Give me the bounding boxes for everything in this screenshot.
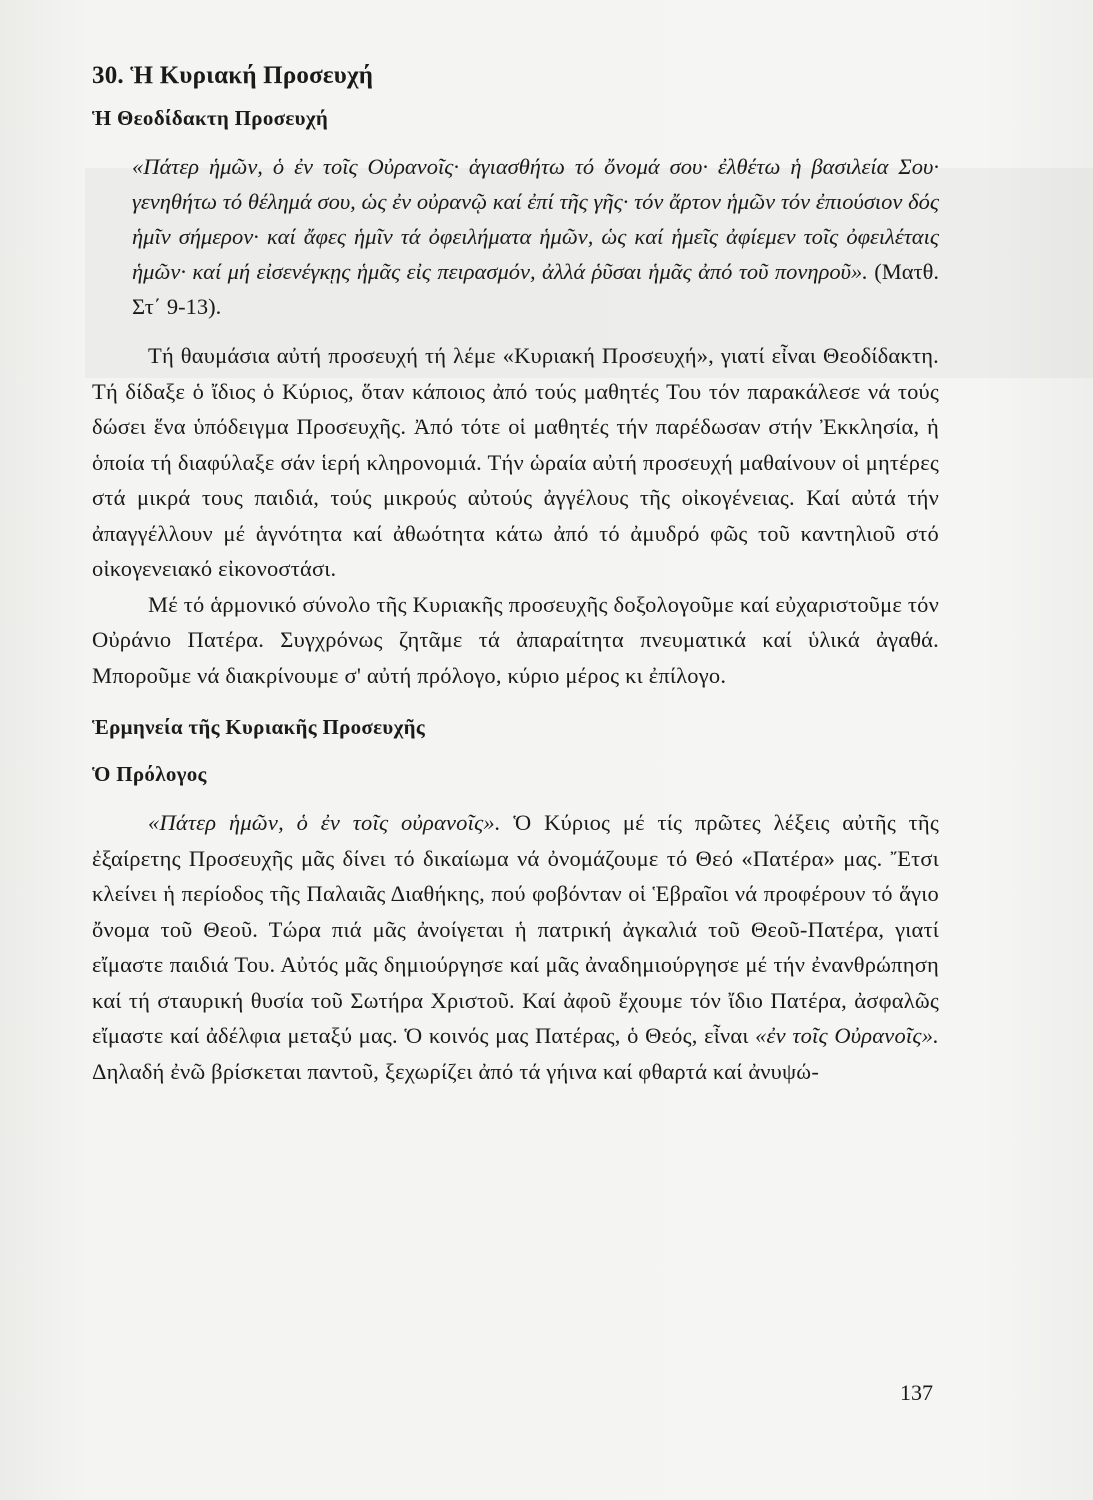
prayer-reference: (Ματθ. Στ΄ 9-13). (132, 259, 940, 319)
paragraph-prologue (92, 805, 939, 1089)
chapter-title: 30. Ἡ Κυριακή Προσευχή (92, 62, 374, 89)
prayer-text: «Πάτερ ἡμῶν, ὁ ἐν τοῖς Οὐρανοῖς· ἁγιασθήτω τό ὄνομά σου· ἐλθέτω ἡ βασιλεία Σου· γενηθήτω τό θέλημά σου, ὡς ἐν οὐρανῷ καί ἐπί τῆς γῆς· τόν ἄρτον ἡμῶν τόν ἐπιούσιον δός ἡμῖν σήμερον· καί ἄφες ἡμῖν τά ὀφειλήματα ἡμῶν, ὡς καί ἡμεῖς ἀφίεμεν τοῖς ὀφειλέταις ἡμῶν· καί μή εἰσενέγκῃς ἡμᾶς εἰς πειρασμόν, ἀλλά ῥῦσαι ἡμᾶς ἀπό τοῦ πονηροῦ». (132, 154, 939, 284)
section-subtitle: Ἡ Θεοδίδακτη Προσευχή (92, 106, 329, 130)
heading-prologue: Ὁ Πρόλογος (92, 762, 207, 786)
prologue-quote-2: «ἐν τοῖς Οὐρανοῖς». (755, 1023, 939, 1048)
prologue-quote: «Πάτερ ἡμῶν, ὁ ἐν τοῖς οὐρανοῖς». (148, 810, 501, 835)
prologue-text-a: Ὁ Κύριος μέ τίς πρῶτες λέξεις αὐτῆς τῆς ἐξαίρετης Προσευχῆς μᾶς δίνει τό δικαίωμα νά ὀνομάζουμε τό Θεό «Πατέρα» μας. Ἔτσι κλείνει ἡ περίοδος τῆς Παλαιᾶς Διαθήκης, πού φοβόνταν οἱ Ἑβραῖοι νά προφέρουν τό ἅγιο ὄνομα τοῦ Θεοῦ. Τώρα πιά μᾶς ἀνοίγεται ἡ πατρική ἀγκαλιά τοῦ Θεοῦ-Πατέρα, γιατί εἴμαστε παιδιά Του. Αὐτός μᾶς δημιούργησε καί μᾶς ἀναδημιούργησε μέ τήν ἐνανθρώπηση καί τή σταυρική θυσία τοῦ Σωτήρα Χριστοῦ. Καί ἀφοῦ ἔχουμε τόν ἴδιο Πατέρα, ἀσφαλῶς εἴμαστε καί ἀδέλφια μεταξύ μας. Ὁ κοινός μας Πατέρας, ὁ Θεός, εἶναι (92, 810, 939, 1048)
prologue-text-b: Δηλαδή ἐνῶ βρίσκεται παντοῦ, ξεχωρίζει ἀπό τά γήινα καί φθαρτά καί ἀνυψώ- (92, 1058, 820, 1084)
paragraph-structure: Μέ τό ἁρμονικό σύνολο τῆς Κυριακῆς προσευχῆς δοξολογοῦμε καί εὐχαριστοῦμε τόν Οὐράνιο Πατέρα. Συγχρόνως ζητᾶμε τά ἀπαραίτητα πνευματικά καί ὑλικά ἀγαθά. Μποροῦμε νά διακρίνουμε σ' αὐτή πρόλογο, κύριο μέρος κι ἐπίλογο. (92, 591, 939, 688)
page-number: 137 (900, 1380, 933, 1405)
lords-prayer-quote (92, 149, 939, 324)
page-content (92, 62, 939, 1089)
heading-interpretation: Ἑρμηνεία τῆς Κυριακῆς Προσευχῆς (92, 715, 425, 739)
paragraph-intro: Τή θαυμάσια αὐτή προσευχή τή λέμε «Κυριακή Προσευχή», γιατί εἶναι Θεοδίδακτη. Τή δίδαξε ὁ ἴδιος ὁ Κύριος, ὅταν κάποιος ἀπό τούς μαθητές Του τόν παρακάλεσε νά τούς δώσει ἕνα ὑπόδειγμα Προσευχῆς. Ἀπό τότε οἱ μαθητές τήν παρέδωσαν στήν Ἐκκλησία, ἡ ὁποία τή διαφύλαξε σάν ἱερή κληρονομιά. Τήν ὡραία αὐτή προσευχή μαθαίνουν οἱ μητέρες στά μικρά τους παιδιά, τούς μικρούς αὐτούς ἀγγέλους τῆς οἰκογένειας. Καί αὐτά τήν ἀπαγγέλλουν μέ ἁγνότητα καί ἀθωότητα κάτω ἀπό τό ἀμυδρό φῶς τοῦ καντηλιοῦ στό οἰκογενειακό εἰκονοστάσι. (92, 343, 939, 581)
